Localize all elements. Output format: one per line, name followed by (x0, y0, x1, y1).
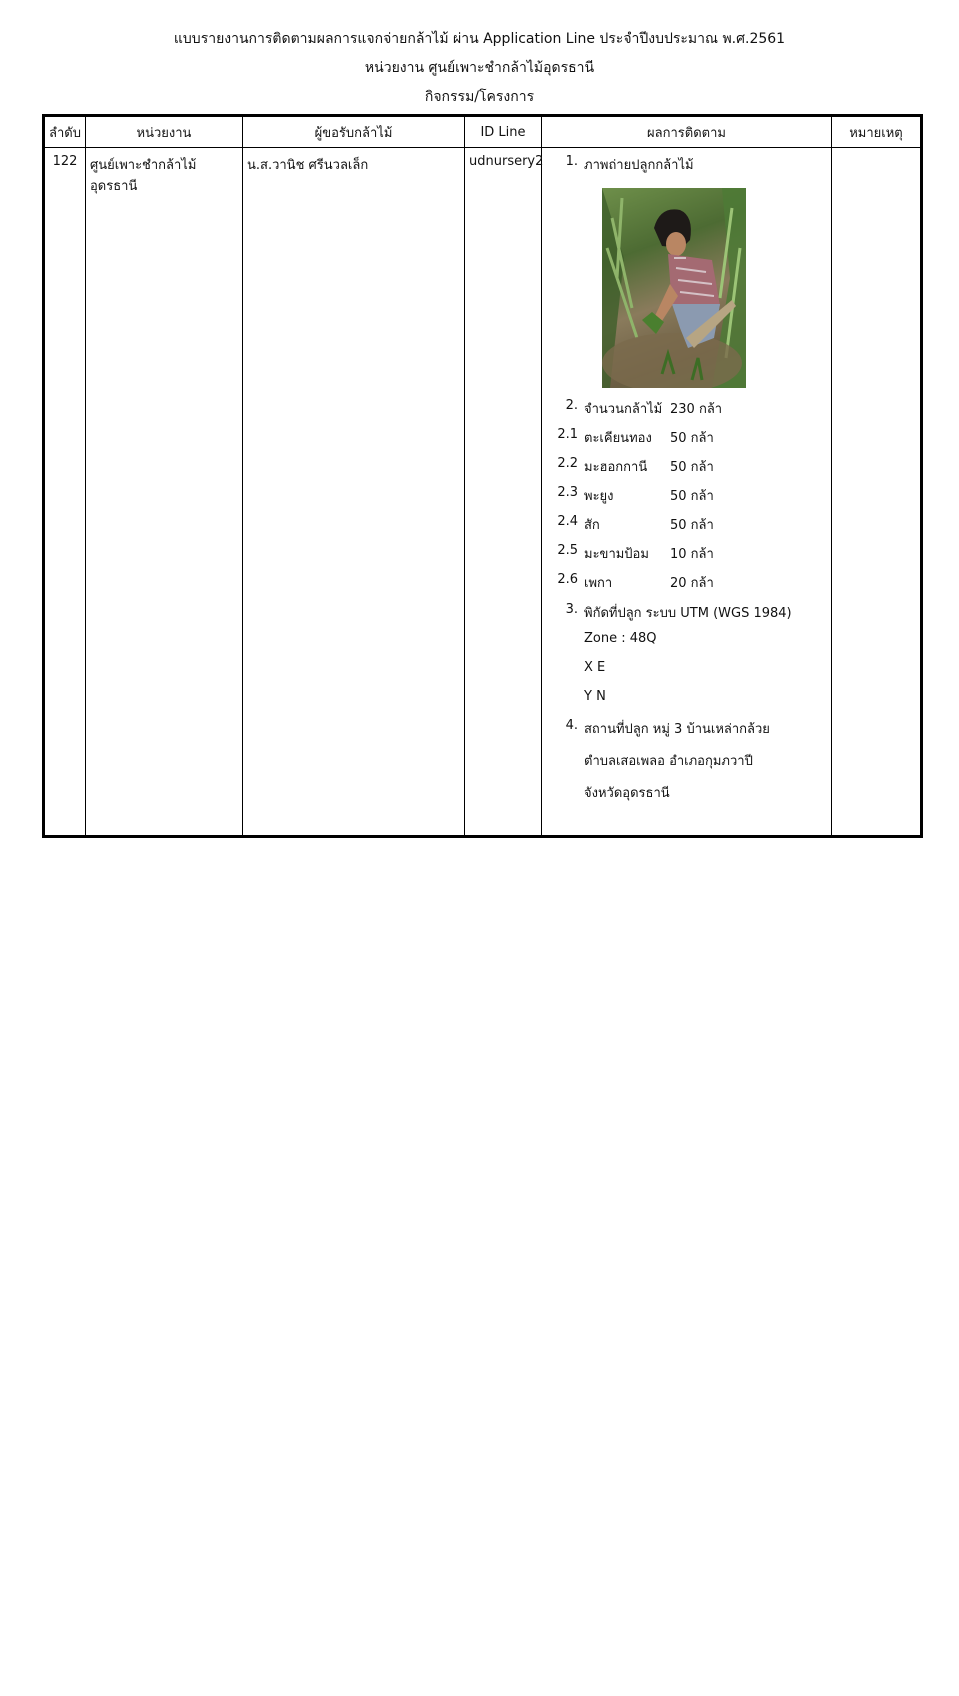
cell-unit: ศูนย์เพาะชำกล้าไม้อุดรธานี (86, 148, 243, 837)
table-row (44, 148, 922, 837)
cell-id-line: udnursery2 (465, 148, 542, 837)
report-unit: หน่วยงาน ศูนย์เพาะชำกล้าไม้อุดรธานี (364, 60, 595, 76)
cell-index: 122 (44, 148, 86, 837)
table-header-row (44, 116, 922, 148)
cell-note (832, 148, 922, 837)
column-header-index: ลำดับ (44, 116, 86, 148)
results-block: 1. ภาพถ่ายปลูกกล้าไม้ 2. จำนวนกล้าไม้ 230 กล้า 2.1 ตะเคียนทอง 50 กล้า 2.2 มะฮอกกานี 50 กล้า 2.3 พะยูง 50 กล้า 2.4 สัก 50 กล้า 2.5 มะขามป้อม 10 กล้า 2.6 เพกา 20 กล้า 3. พิกัดที่ปลูก ระบบ UTM (WGS 1984) Zone : 48Q X E Y N 4. สถานที่ปลูก หมู่ 3 บ้านเหล่ากล้วย ตำบลเสอเพลอ อำเภอกุมภวาปี จังหวัดอุดรธานี (557, 154, 792, 801)
column-header-results: ผลการติดตาม (542, 116, 832, 148)
report-title: แบบรายงานการติดตามผลการแจกจ่ายกล้าไม้ ผ่าน Application Line ประจำปีงบประมาณ พ.ศ.2561 (173, 31, 786, 47)
column-header-recipient: ผู้ขอรับกล้าไม้ (243, 116, 465, 148)
cell-recipient: น.ส.วานิช ศรีนวลเล็ก (243, 148, 465, 837)
column-header-unit: หน่วยงาน (86, 116, 243, 148)
column-header-id-line: ID Line (465, 116, 542, 148)
report-activity: กิจกรรม/โครงการ (424, 89, 535, 105)
cell-results (542, 148, 832, 837)
column-header-note: หมายเหตุ (832, 116, 922, 148)
report-table (42, 114, 923, 838)
planting-photo (602, 188, 746, 388)
